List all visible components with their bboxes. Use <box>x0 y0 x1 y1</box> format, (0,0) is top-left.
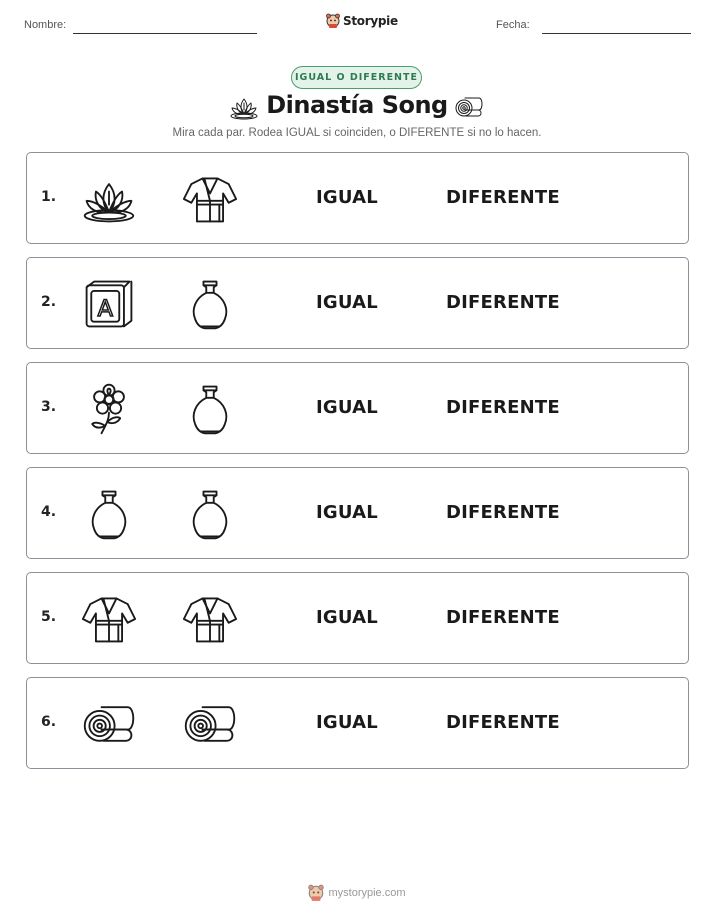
brand-name: Storypie <box>343 14 398 28</box>
name-label: Nombre: <box>24 19 67 31</box>
exercise-row-5 <box>26 572 689 664</box>
igual-option[interactable]: IGUAL <box>316 187 378 208</box>
diferente-option[interactable]: DIFERENTE <box>446 712 560 733</box>
mascot-icon <box>326 13 340 29</box>
block-letter: A <box>97 296 113 323</box>
row-number: 5. <box>41 609 57 625</box>
row-number: 1. <box>41 189 57 205</box>
date-label: Fecha: <box>496 19 530 31</box>
row-number: 2. <box>41 294 57 310</box>
exercise-row-4 <box>26 467 689 559</box>
diferente-option[interactable]: DIFERENTE <box>446 187 560 208</box>
vase-icon <box>182 381 238 437</box>
footer-url[interactable]: mystorypie.com <box>328 887 406 899</box>
vase-icon <box>81 486 137 542</box>
storypie-logo <box>326 13 398 29</box>
igual-option[interactable]: IGUAL <box>316 397 378 418</box>
vase-icon <box>182 276 238 332</box>
igual-option[interactable]: IGUAL <box>316 712 378 733</box>
diferente-option[interactable]: DIFERENTE <box>446 502 560 523</box>
diferente-option[interactable]: DIFERENTE <box>446 292 560 313</box>
scroll-icon <box>182 696 238 752</box>
name-line[interactable] <box>73 33 257 34</box>
row-number: 6. <box>41 714 57 730</box>
exercise-row-2 <box>26 257 689 349</box>
row-number: 4. <box>41 504 57 520</box>
robe-icon <box>182 171 238 227</box>
igual-option[interactable]: IGUAL <box>316 607 378 628</box>
exercise-row-6 <box>26 677 689 769</box>
igual-option[interactable]: IGUAL <box>316 292 378 313</box>
diferente-option[interactable]: DIFERENTE <box>446 397 560 418</box>
mascot-icon <box>308 884 324 902</box>
vase-icon <box>182 486 238 542</box>
exercise-row-1 <box>26 152 689 244</box>
exercise-row-3 <box>26 362 689 454</box>
lotus-icon <box>81 171 137 227</box>
worksheet-type-badge: IGUAL O DIFERENTE <box>291 66 422 89</box>
igual-option[interactable]: IGUAL <box>316 502 378 523</box>
row-number: 3. <box>41 399 57 415</box>
letter-block-icon <box>81 276 137 332</box>
footer <box>0 884 714 902</box>
scroll-icon <box>454 93 484 121</box>
robe-icon <box>182 591 238 647</box>
page-title: Dinastía Song <box>266 91 448 119</box>
instructions: Mira cada par. Rodea IGUAL si coinciden, o DIFERENTE si no lo hacen. <box>172 127 542 139</box>
diferente-option[interactable]: DIFERENTE <box>446 607 560 628</box>
date-line[interactable] <box>542 33 691 34</box>
scroll-icon <box>81 696 137 752</box>
flower-icon <box>81 381 137 437</box>
robe-icon <box>81 591 137 647</box>
